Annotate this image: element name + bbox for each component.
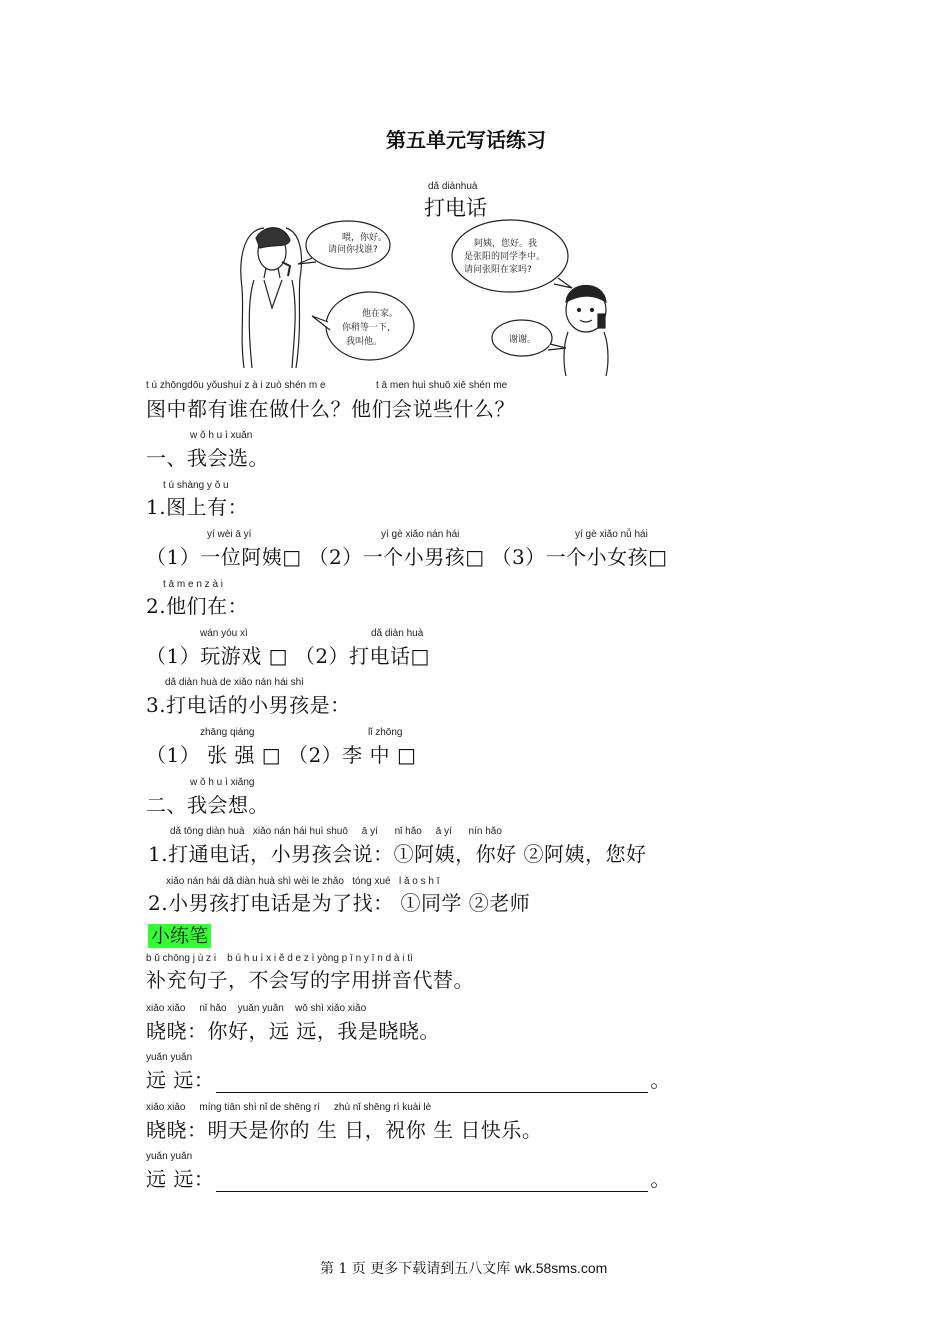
s1q1-pinyin: t ú shàng y ǒ u [163, 480, 229, 491]
dialog1-text: 晓晓：你好，远 远，我是晓晓。 [146, 1019, 440, 1043]
speech-bubble-3 [312, 292, 414, 360]
page-footer [320, 1258, 607, 1278]
s2q2-pinyin: xiǎo nán hái dǎ diàn huà shì wèi le zhǎo tóng xué l ǎ o s h ī [166, 876, 440, 887]
s1q2-text: 2.他们在： [146, 594, 249, 618]
question-text: 图中都有谁在做什么？他们会说些什么？ [146, 397, 515, 421]
dialog4-answer-line[interactable] [216, 1175, 648, 1192]
practice-label: 小练笔 [148, 924, 211, 948]
section2-pinyin: w ǒ h u ì xiǎng [190, 777, 255, 788]
s1q1-text: 1.图上有： [146, 495, 249, 519]
bubble2-line2: 是张阳的同学李中。 [464, 252, 546, 262]
subtitle-pinyin: dǎ diànhuà [428, 181, 478, 192]
s1q3-opt1-pinyin: zhāng qiáng [200, 727, 255, 738]
boy-figure [564, 286, 608, 377]
practice-instruction: 补充句子，不会写的字用拼音代替。 [146, 968, 474, 992]
dialog2-answer-line[interactable] [216, 1076, 648, 1093]
s1q2-opt2-pinyin: dǎ diàn huà [371, 628, 424, 639]
section1-heading: 一、我会选。 [146, 446, 269, 470]
s1q3-opt2-pinyin: lǐ zhōng [368, 727, 403, 738]
practice-label-wrapper [148, 921, 211, 948]
s1q2-options: （1）玩游戏 □ （2）打电话□ [146, 644, 430, 668]
s2q2-text: 2.小男孩打电话是为了找： ①同学 ②老师 [148, 891, 531, 915]
s1q1-opt1-pinyin: yí wèi ā yí [207, 529, 252, 540]
woman-figure [241, 228, 302, 368]
dialog4-row [146, 1163, 671, 1192]
bubble3-line2: 你稍等一下， [342, 323, 397, 333]
subtitle: 打电话 [424, 196, 487, 220]
speech-bubble-1 [298, 221, 390, 269]
dialog4-pinyin: yuǎn yuǎn [146, 1151, 193, 1162]
speech-bubble-4 [492, 320, 566, 356]
footer-url[interactable]: wk.58sms.com [514, 1260, 608, 1276]
bubble3-line1: 他在家。 [362, 309, 399, 319]
bubble4-line1: 谢谢。 [509, 335, 537, 345]
s1q2-pinyin: t ā m e n z à i [163, 579, 224, 590]
s1q3-text: 3.打电话的小男孩是： [146, 693, 351, 717]
practice-instruction-pinyin: b ǔ chōng j ù z i b ú h u ì x i ě d e z ì yòng p ī n y ī n d à i tì [146, 953, 413, 964]
s1q2-opt1-pinyin: wán yóu xì [200, 628, 248, 639]
document-title: 第五单元写话练习 [386, 128, 546, 152]
s2q1-text: 1.打通电话，小男孩会说：①阿姨，你好 ②阿姨，您好 [148, 842, 647, 866]
s1q1-options: （1）一位阿姨□ （2）一个小男孩□ （3）一个小女孩□ [146, 545, 668, 569]
section2-heading: 二、我会想。 [146, 793, 269, 817]
bubble2-line3: 请问张阳在家吗? [464, 265, 532, 275]
bubble3-line3: 我叫他。 [346, 337, 383, 347]
dialog3-pinyin: xiǎo xiǎo míng tiān shì nǐ de shēng rì zhù nǐ shēng rì kuài lè [146, 1102, 432, 1113]
dialog4-end: 。 [650, 1167, 671, 1191]
dialog1-pinyin: xiǎo xiǎo nǐ hǎo yuǎn yuǎn wǒ shì xiǎo xiǎo [146, 1003, 367, 1014]
s1q1-opt3-pinyin: yí gè xiǎo nǚ hái [575, 529, 648, 540]
phone-call-illustration [234, 218, 620, 378]
section1-pinyin: w ǒ h u ì xuǎn [190, 430, 253, 441]
s1q3-pinyin: dǎ diàn huà de xiǎo nán hái shì [165, 677, 304, 688]
footer-text: 第 1 页 更多下载请到五八文库 [320, 1261, 511, 1277]
s1q1-opt2-pinyin: yí gè xiǎo nán hái [381, 529, 460, 540]
dialog2-end: 。 [650, 1068, 671, 1092]
dialog2-label: 远 远： [146, 1068, 215, 1092]
dialog2-row [146, 1064, 671, 1093]
bubble2-line1: 阿姨，您好。我 [474, 239, 538, 249]
s2q1-pinyin: dǎ tōng diàn huà xiǎo nán hái huì shuō ā yí nǐ hǎo ā yí nín hǎo [170, 826, 502, 837]
speech-bubble-2 [452, 220, 572, 292]
dialog3-text: 晓晓：明天是你的 生 日，祝你 生 日快乐。 [146, 1118, 543, 1142]
dialog2-pinyin: yuǎn yuǎn [146, 1052, 193, 1063]
dialog4-label: 远 远： [146, 1167, 215, 1191]
question-pinyin-a: t ú zhōngdōu yǒushuí z à i zuò shén m e [146, 380, 326, 391]
s1q3-options: （1） 张 强 □ （2）李 中 □ [146, 743, 417, 767]
bubble1-line1: 喂，你好。 [342, 233, 388, 243]
bubble1-line2: 请问你找谁? [328, 245, 378, 255]
question-pinyin-b: t ā men huì shuō xiē shén me [376, 380, 508, 391]
